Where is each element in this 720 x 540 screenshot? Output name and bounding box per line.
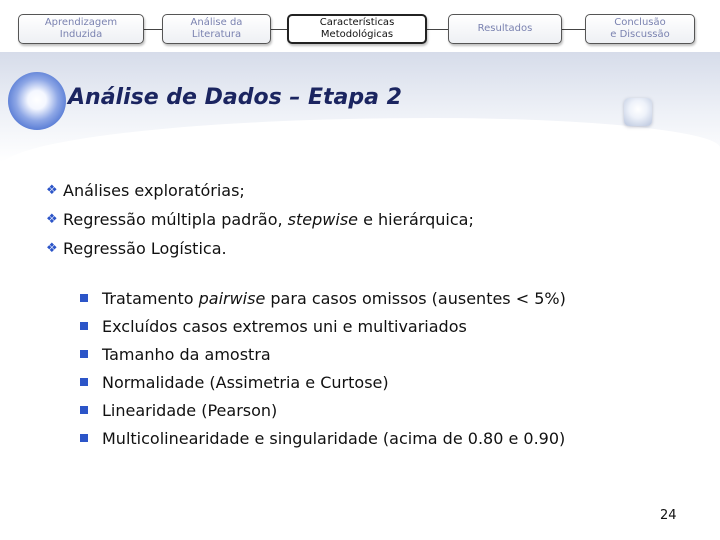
sub-bullet-text: Tamanho da amostra — [102, 344, 271, 364]
sub-bullet-text: Tratamento pairwise para casos omissos (ausentes < 5%) — [102, 288, 566, 308]
sub-bullet-text: Normalidade (Assimetria e Curtose) — [102, 372, 389, 392]
nav-tab-label: Características Metodológicas — [319, 17, 395, 40]
nav-tab-label: Análise da Literatura — [190, 17, 243, 40]
bullet-text: Regressão múltipla padrão, stepwise e hierárquica; — [63, 210, 474, 229]
nav-connector — [427, 29, 448, 30]
nav-tab-analise-literatura[interactable] — [162, 14, 271, 44]
list-item — [46, 176, 474, 205]
nav-tab-caracteristicas-metodologicas[interactable] — [287, 14, 427, 44]
sub-bullet-text: Excluídos casos extremos uni e multivariados — [102, 316, 467, 336]
decorative-square-orb-icon — [624, 98, 652, 126]
nav-tab-label: Resultados — [477, 23, 533, 34]
nav-tab-conclusao-discussao[interactable] — [585, 14, 695, 44]
sub-bullet-text: Multicolinearidade e singularidade (acima de 0.80 e 0.90) — [102, 428, 566, 448]
slide-title: Análise de Dados – Etapa 2 — [68, 85, 402, 110]
sub-bullet-text: Linearidade (Pearson) — [102, 400, 278, 420]
nav-tab-resultados[interactable] — [448, 14, 562, 44]
nav-connector — [144, 29, 162, 30]
list-item — [80, 424, 566, 452]
decorative-orb-icon — [8, 72, 66, 130]
nav-tab-aprendizagem-induzida[interactable] — [18, 14, 144, 44]
nav-tab-label: Conclusão e Discussão — [610, 17, 670, 40]
bullet-text: Regressão Logística. — [63, 239, 227, 258]
list-item — [80, 340, 566, 368]
page-number: 24 — [660, 508, 677, 523]
nav-connector — [562, 29, 585, 30]
list-item — [80, 368, 566, 396]
list-item — [80, 284, 566, 312]
square-bullet-icon — [80, 322, 88, 330]
list-item — [80, 312, 566, 340]
diamond-bullet-icon: ❖ — [46, 212, 58, 227]
list-item — [46, 234, 474, 263]
bullet-text: Análises exploratórias; — [63, 181, 245, 200]
nav-connector — [271, 29, 287, 30]
nav-tab-label: Aprendizagem Induzida — [44, 17, 118, 40]
square-bullet-icon — [80, 406, 88, 414]
sub-bullet-list — [80, 284, 566, 452]
main-bullet-list — [46, 176, 474, 263]
square-bullet-icon — [80, 350, 88, 358]
diamond-bullet-icon: ❖ — [46, 241, 58, 256]
diamond-bullet-icon: ❖ — [46, 183, 58, 198]
square-bullet-icon — [80, 378, 88, 386]
list-item — [46, 205, 474, 234]
list-item — [80, 396, 566, 424]
square-bullet-icon — [80, 294, 88, 302]
square-bullet-icon — [80, 434, 88, 442]
